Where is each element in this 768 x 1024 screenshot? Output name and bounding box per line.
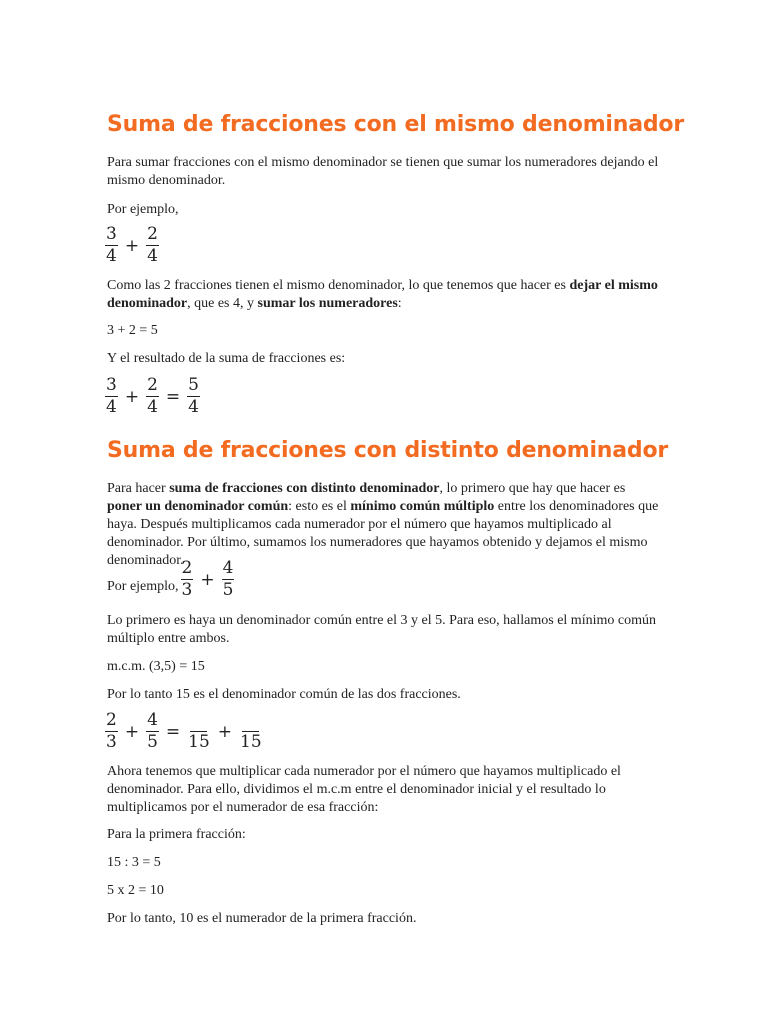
fraction (222, 558, 235, 601)
first-fraction-label: Para la primera fracción: (107, 827, 246, 842)
intro-bold: suma de fracciones con distinto denominador (169, 481, 440, 496)
intro-bold: poner un denominador común (107, 499, 289, 514)
numerator: 2 (147, 224, 158, 244)
numerator-blank (190, 710, 207, 732)
numerator: 2 (147, 375, 158, 395)
explain-text: , que es 4, y (187, 296, 258, 311)
equation-line: 3 + 2 = 5 (107, 323, 158, 338)
denominator: 4 (147, 246, 158, 266)
numerator: 3 (106, 375, 117, 395)
intro-paragraph (107, 480, 661, 570)
explain-bold: dejar el mismo denominador (107, 278, 658, 311)
equals-operator: = (165, 721, 181, 742)
fraction (105, 710, 118, 753)
equals-operator: = (165, 386, 181, 407)
denominator: 4 (147, 397, 158, 417)
intro-paragraph: Para sumar fracciones con el mismo denominador se tienen que sumar los numeradores dejando el mismo denominador. (107, 155, 659, 188)
intro-text: , lo primero que hay que hacer es (439, 481, 626, 496)
numerator: 2 (106, 710, 117, 730)
fraction (146, 375, 159, 418)
explain-paragraph (107, 277, 661, 313)
denominator: 3 (106, 732, 117, 752)
step1-paragraph: Lo primero es haya un denominador común entre el 3 y el 5. Para eso, hallamos el mínimo común múltiplo entre ambos. (107, 613, 656, 646)
plus-operator: + (200, 569, 215, 590)
calculation-line-1: 15 : 3 = 5 (107, 855, 161, 870)
numerator: 4 (147, 710, 158, 730)
section-heading-different-denominator: Suma de fracciones con distinto denominador (107, 438, 669, 463)
denominator: 4 (106, 397, 117, 417)
plus-operator: + (124, 721, 140, 742)
plus-operator: + (124, 386, 140, 407)
fraction (146, 710, 159, 753)
result-label: Y el resultado de la suma de fracciones es: (107, 351, 346, 366)
conclusion-line: Por lo tanto, 10 es el numerador de la primera fracción. (107, 911, 417, 926)
numerator: 2 (181, 558, 193, 578)
explain-text: Como las 2 fracciones tienen el mismo denominador, lo que tenemos que hacer es (107, 278, 570, 293)
example-label: Por ejemplo, (107, 202, 179, 217)
fraction-blank-numerator (239, 710, 263, 753)
fraction-expression-3 (180, 558, 236, 601)
plus-operator: + (217, 721, 233, 742)
fraction-blank-numerator (187, 710, 211, 753)
numerator: 3 (106, 224, 117, 244)
denominator: 15 (240, 732, 262, 752)
intro-text: Para hacer (107, 481, 170, 496)
denominator: 3 (181, 580, 193, 600)
numerator-blank (242, 710, 259, 732)
denominator: 15 (188, 732, 210, 752)
example-label: Por ejemplo, (107, 579, 179, 594)
numerator: 4 (222, 558, 234, 578)
intro-text: entre los denominadores que haya. Después multiplicamos cada numerador por el número que hayamos multiplicado al denominador. Por último, sumamos los numeradores que hayamos obtenido y dejamos el mismo denominador. (107, 499, 659, 568)
denominator: 5 (147, 732, 158, 752)
denominator: 4 (188, 397, 199, 417)
step2-paragraph: Ahora tenemos que multiplicar cada numerador por el número que hayamos multiplicado el denominador. Para ello, dividimos el m.c.m entre el denominador inicial y el resultado lo multiplicamos por el numerador de esa fracción: (107, 764, 621, 815)
fraction (146, 224, 159, 267)
fraction-expression-1 (104, 224, 160, 267)
fraction-expression-2 (104, 375, 201, 418)
intro-text: : esto es el (288, 499, 351, 514)
fraction (187, 375, 200, 418)
denominator: 5 (222, 580, 234, 600)
explain-bold: sumar los numeradores (257, 296, 398, 311)
numerator: 5 (188, 375, 199, 395)
plus-operator: + (124, 235, 140, 256)
fraction (105, 375, 118, 418)
fraction (181, 558, 194, 601)
calculation-line-2: 5 x 2 = 10 (107, 883, 164, 898)
fraction-expression-4 (104, 710, 264, 753)
intro-bold: mínimo común múltiplo (350, 499, 495, 514)
common-denominator-line: Por lo tanto 15 es el denominador común de las dos fracciones. (107, 687, 461, 702)
denominator: 4 (106, 246, 117, 266)
example-row (107, 558, 235, 601)
explain-text: : (397, 296, 402, 311)
fraction (105, 224, 118, 267)
section-heading-same-denominator: Suma de fracciones con el mismo denominador (107, 112, 684, 137)
mcm-line: m.c.m. (3,5) = 15 (107, 659, 205, 674)
